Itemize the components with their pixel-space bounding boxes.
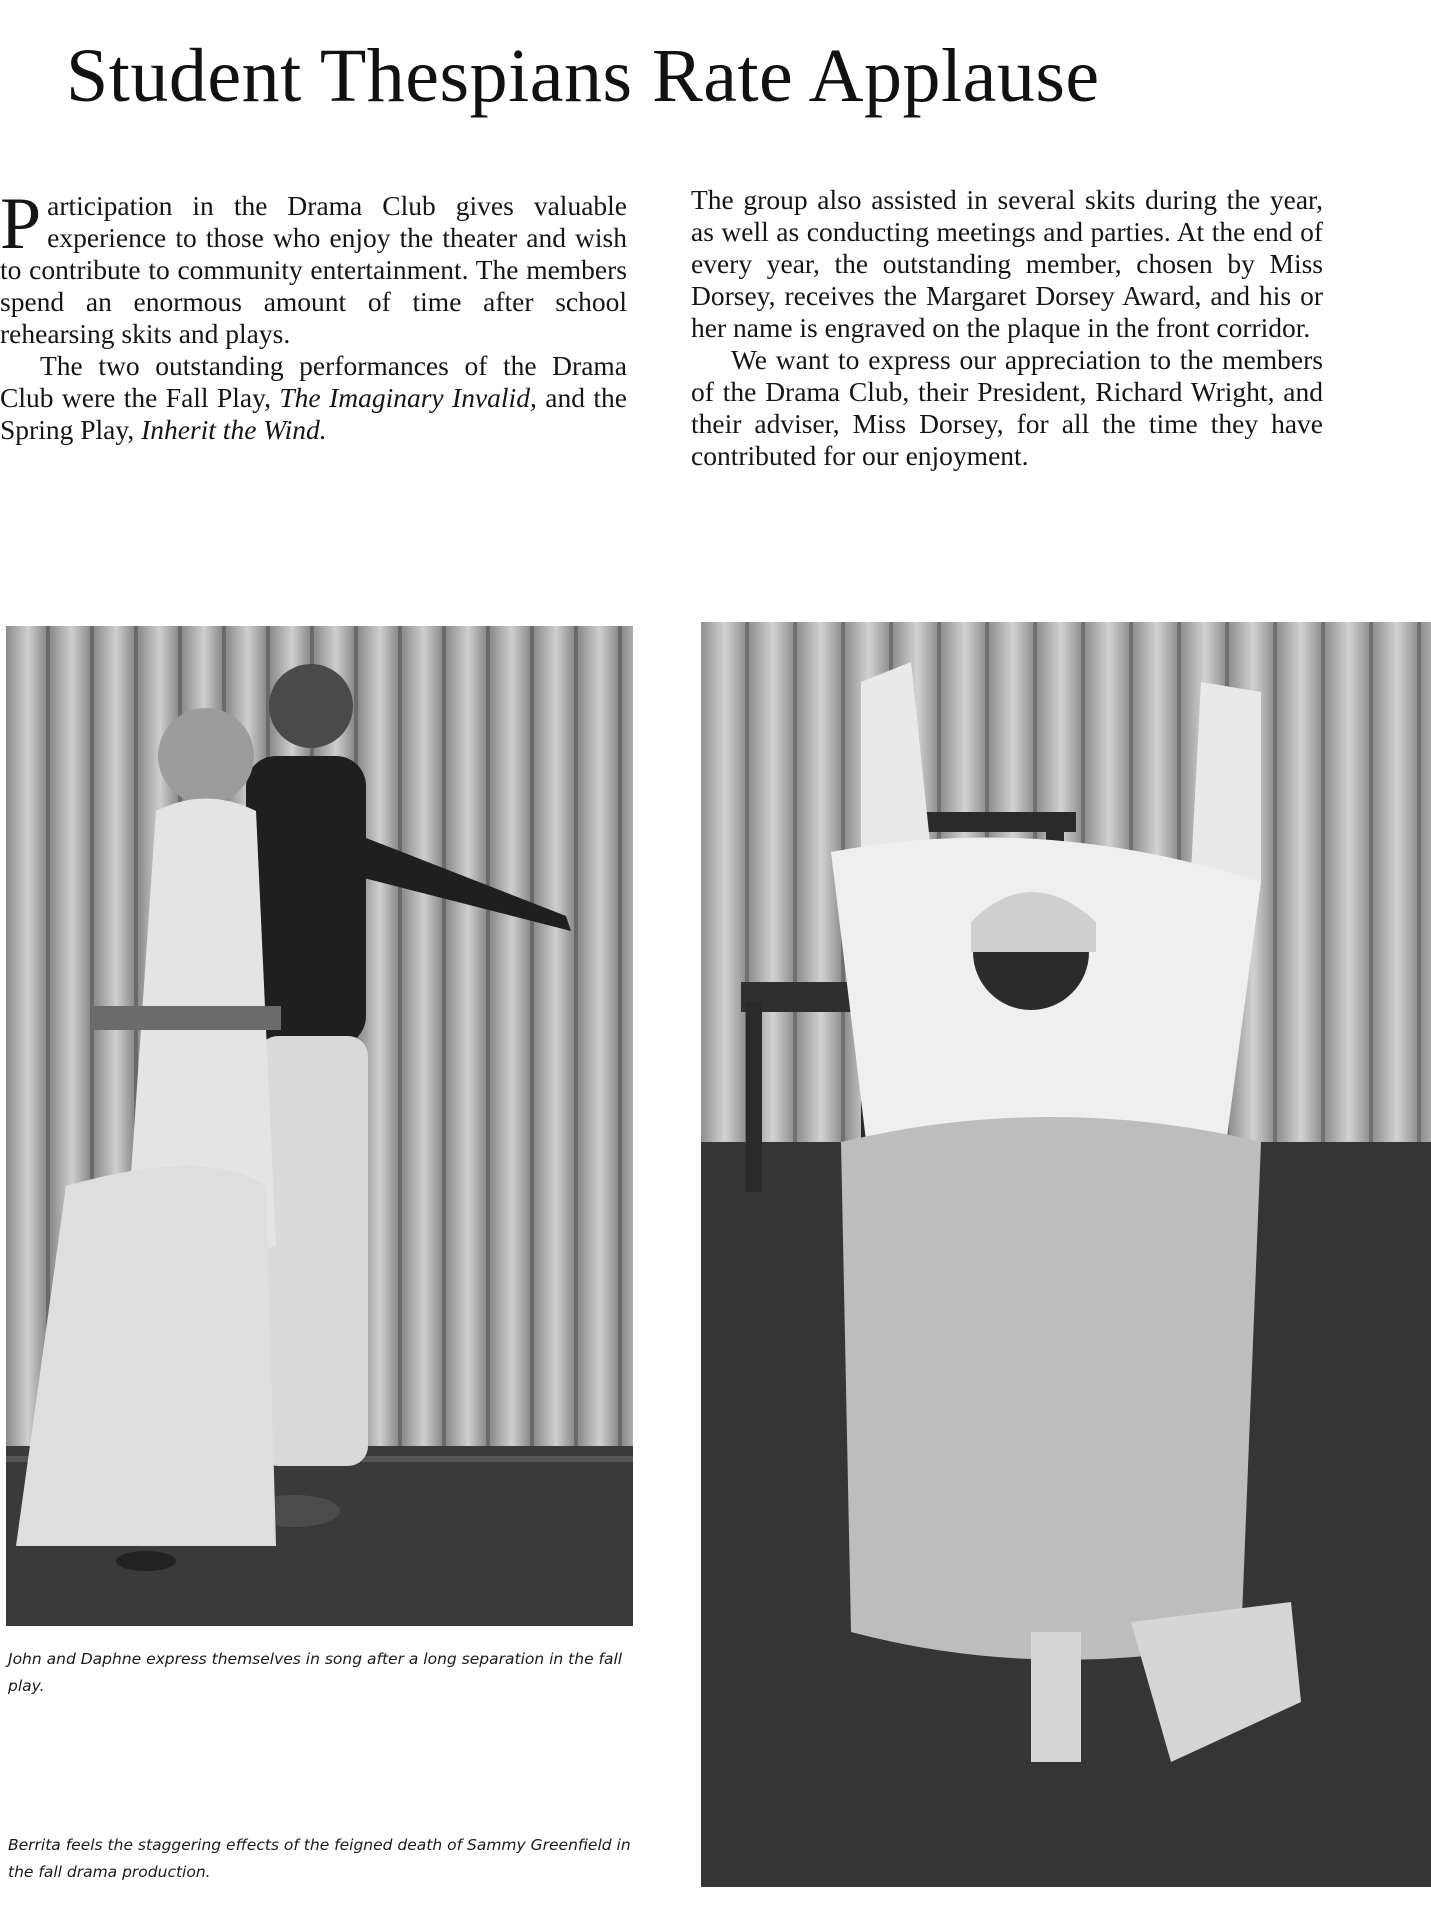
paragraph-3-text: We want to express our appreciation to the members of the Drama Club, their President, Richard Wright, and their adviser, Miss Dorsey, for all the time they have contributed for our enjoyment. bbox=[691, 344, 1323, 471]
paragraph-2-text-b: and the Spring Play, bbox=[0, 382, 627, 445]
article-paragraph-3 bbox=[691, 344, 1323, 472]
drop-cap: P bbox=[0, 183, 42, 265]
article-paragraph-2 bbox=[0, 350, 627, 446]
article-paragraph-2-continued bbox=[691, 184, 1323, 344]
caption-left-photo: John and Daphne express themselves in song after a long separation in the fall play. bbox=[8, 1650, 623, 1695]
page-headline: Student Thespians Rate Applause bbox=[66, 34, 1100, 118]
article-paragraph-1 bbox=[0, 183, 627, 350]
article-column-left bbox=[0, 183, 627, 446]
paragraph-2-text-a: The two outstanding performances of the Drama Club were the Fall Play, bbox=[0, 350, 627, 413]
photo-couple-on-stage bbox=[6, 626, 633, 1626]
caption-right-photo: Berrita feels the staggering effects of the feigned death of Sammy Greenfield in the fall drama production. bbox=[8, 1836, 631, 1881]
paragraph-1-text: articipation in the Drama Club gives valuable experience to those who enjoy the theater and wish to contribute to community entertainment. The members spend an enormous amount of time after school rehearsing skits and plays. bbox=[0, 190, 627, 349]
spring-play-title: Inherit the Wind. bbox=[141, 414, 327, 445]
article-column-right bbox=[691, 184, 1323, 472]
paragraph-2-text-c: The group also assisted in several skits during the year, as well as conducting meetings and parties. At the end of every year, the outstanding member, chosen by Miss Dorsey, receives the Margaret Dorsey Award, and his or her name is engraved on the plaque in the front corridor. bbox=[691, 184, 1323, 343]
photo-actress-on-floor bbox=[701, 622, 1431, 1887]
fall-play-title: The Imaginary Invalid, bbox=[279, 382, 537, 413]
